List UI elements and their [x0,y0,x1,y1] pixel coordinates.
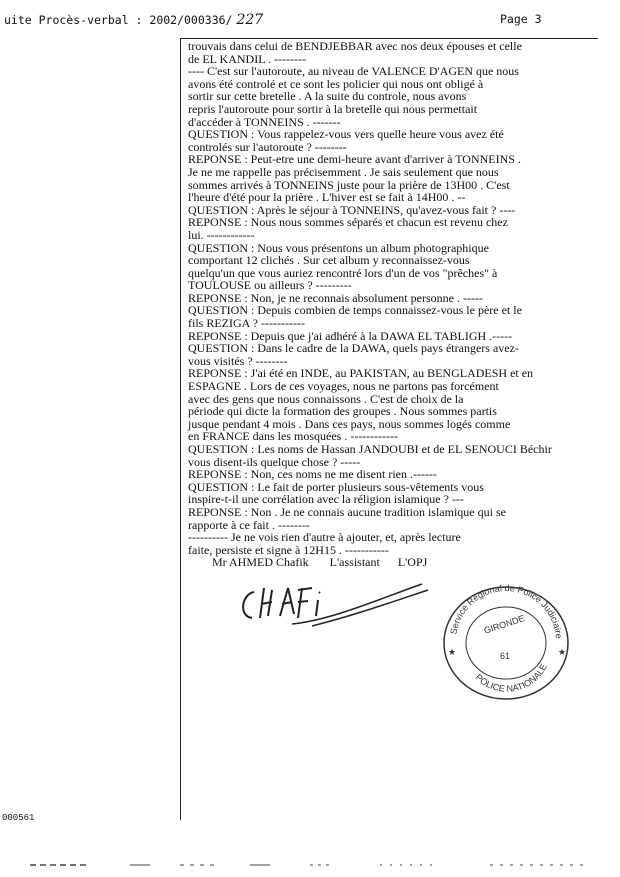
statement-line: en FRANCE dans les mosquées . ------------ [188,429,399,444]
signature-stroke-h [260,588,272,618]
page-label: Page 3 [500,12,542,26]
statement-line: inspire-t-il une corrélation avec la réligion islamique ? --- [188,492,464,507]
svg-text:POLICE NATIONALE [474,662,549,694]
header-left [4,12,263,28]
signatories-line: Mr AHMED Chafik L'assistant L'OPJ [188,555,428,570]
svg-text:Service Régional de Police Jud [448,583,564,639]
stamp-star-icon: ★ [448,647,457,657]
statement-line: ---- C'est sur l'autoroute, au niveau de VALENCE D'AGEN que nous [188,64,519,79]
statement-line: QUESTION : Depuis combien de temps connaissez-vous le père et le [188,303,522,318]
statement-line: rapporte à ce fait . -------- [188,517,310,532]
margin-rule [180,38,181,820]
statement-body [188,40,598,569]
statement-line: avec des gens que nous connaissons . C'est de choix de la [188,391,464,406]
statement-line: QUESTION : Dans le cadre de la DAWA, quels pays étrangers avez- [188,341,519,356]
statement-line: période qui dicte la formation des groupes . Nous sommes partis [188,404,497,419]
statement-line: lui. ------------ [188,227,255,242]
statement-line: jusque pendant 4 mois . Dans ces pays, nous sommes logés comme [188,416,511,431]
statement-line: ESPAGNE . Lors de ces voyages, nous ne partons pas forcément [188,379,499,394]
handwritten-signature-icon [232,580,432,630]
handwritten-page-number: 227 [236,12,264,28]
document-number: 000561 [2,813,35,823]
statement-line: REPONSE : Non, ces noms ne me disent rien .------ [188,467,437,482]
statement-line: repris l'autoroute pour sortir à la bretelle qui nous permettait [188,101,478,116]
statement-line: ---------- Je ne vois rien d'autre à ajouter, et, après lecture [188,530,461,545]
statement-line: vous visités ? -------- [188,353,288,368]
statement-line: faite, persiste et signe à 12H15 . ----------- [188,542,389,557]
police-stamp-icon [438,583,578,703]
statement-line: sommes arrivés à TONNEINS juste pour la prière de 13H00 . C'est [188,177,510,192]
signature-stroke-i [316,592,320,616]
statement-line: REPONSE : Non, je ne reconnais absolument personne . ----- [188,290,483,305]
scan-artifact-marks [20,862,600,868]
statement-line: quelqu'un que vous auriez rencontré lors d'un de vos "prêches" à [188,265,498,280]
stamp-bottom-text: POLICE NATIONALE [473,662,549,694]
stamp-number: 61 [500,651,511,661]
stamp-star-icon: ★ [558,647,567,657]
statement-line: REPONSE : J'ai été en INDE, au PAKISTAN, au BENGLADESH et en [188,366,534,381]
statement-line: controlés sur l'autoroute ? -------- [188,139,347,154]
statement-line: QUESTION : Le fait de porter plusieurs sous-vêtements vous [188,479,484,494]
signature-stroke-a [280,588,294,616]
stamp-outer-text: Service Régional de Police Judiciaire [448,583,564,640]
statement-line: QUESTION : Après le séjour à TONNEINS, qu'avez-vous fait ? ---- [188,202,516,217]
statement-line: vous disent-ils quelque chose ? ----- [188,454,361,469]
statement-line: d'accéder à TONNEINS . ------- [188,114,341,129]
statement-line: avons été controlé et ce sont les policier qui nous ont obligé à [188,76,484,91]
signature-stroke-f [298,588,312,618]
statement-line: l'heure d'été pour la prière . L'hiver est se fait à 14H00 . -- [188,190,466,205]
statement-line: sortir sur cette bretelle . A la suite du controle, nous avons [188,89,467,104]
statement-line: QUESTION : Vous rappelez-vous vers quelle heure vous avez été [188,127,504,142]
header-title: uite Procès-verbal : 2002/000336/ [4,13,233,27]
statement-line: TOULOUSE ou ailleurs ? --------- [188,278,352,293]
statement-line: Je ne me rappelle pas précisemment . Je sais seulement que nous [188,164,499,179]
statement-line: REPONSE : Non . Je ne connais aucune tradition islamique qui se [188,504,506,519]
statement-line: de EL KANDIL . -------- [188,51,307,66]
stamp-center-text: GIRONDE [482,613,526,636]
statement-line: QUESTION : Nous vous présentons un album photographique [188,240,489,255]
statement-line: comportant 12 clichés . Sur cet album y reconnaissez-vous [188,253,470,268]
statement-line: trouvais dans celui de BENDJEBBAR avec nos deux épouses et celle [188,39,522,53]
statement-line: fils REZIGA ? ----------- [188,316,305,331]
signature-stroke-c [243,592,254,618]
statement-line: REPONSE : Nous nous sommes séparés et chacun est revenu chez [188,215,508,230]
statement-line: REPONSE : Peut-etre une demi-heure avant d'arriver à TONNEINS . [188,152,521,167]
statement-line: REPONSE : Depuis que j'ai adhéré à la DAWA EL TABLIGH .----- [188,328,513,343]
statement-line: QUESTION : Les noms de Hassan JANDOUBI et de EL SENOUCI Béchir [188,442,552,456]
signature-flourish [292,584,428,626]
